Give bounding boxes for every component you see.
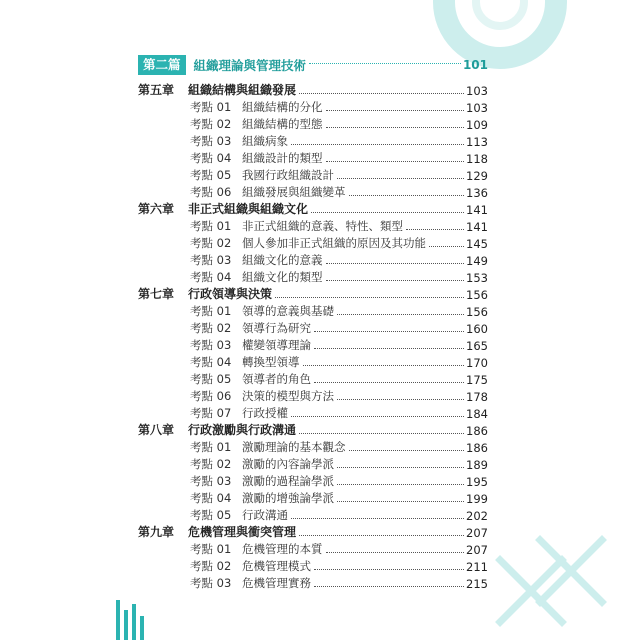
point-title: 轉換型領導 [242, 355, 300, 369]
point-page-number: 195 [466, 475, 488, 489]
leader-dots [314, 586, 464, 587]
leader-dots [299, 535, 464, 536]
leader-dots [337, 501, 464, 502]
point-entry[interactable] [138, 234, 488, 251]
point-title: 領導行為研究 [242, 321, 311, 335]
point-entry[interactable] [138, 98, 488, 115]
point-page-number: 189 [466, 458, 488, 472]
leader-dots [326, 280, 465, 281]
toc-entries [138, 81, 488, 591]
point-title: 激勵的過程論學派 [242, 474, 334, 488]
point-number: 考點 02 [190, 236, 232, 250]
point-number: 考點 06 [190, 389, 232, 403]
point-page-number: 118 [466, 152, 488, 166]
point-number: 考點 01 [190, 542, 232, 556]
point-title: 激勵的增強論學派 [242, 491, 334, 505]
point-entry[interactable] [138, 472, 488, 489]
point-title: 激勵的內容論學派 [242, 457, 334, 471]
point-title: 領導者的角色 [242, 372, 311, 386]
point-title: 組織結構的型態 [242, 117, 323, 131]
point-number: 考點 02 [190, 559, 232, 573]
point-entry[interactable] [138, 336, 488, 353]
chapter-page-number: 103 [466, 84, 488, 98]
point-number: 考點 03 [190, 338, 232, 352]
point-page-number: 165 [466, 339, 488, 353]
ring-decoration-inner [476, 0, 524, 26]
point-page-number: 113 [466, 135, 488, 149]
point-title: 組織設計的類型 [242, 151, 323, 165]
point-entry[interactable] [138, 319, 488, 336]
part-page-number: 101 [462, 58, 488, 72]
point-page-number: 141 [466, 220, 488, 234]
point-title: 激勵理論的基本觀念 [242, 440, 346, 454]
point-number: 考點 01 [190, 440, 232, 454]
point-number: 考點 01 [190, 100, 232, 114]
ring-decoration [444, 0, 556, 58]
leader-dots [314, 331, 464, 332]
point-page-number: 103 [466, 101, 488, 115]
leader-dots [291, 518, 464, 519]
point-entry[interactable] [138, 115, 488, 132]
point-title: 組織文化的意義 [242, 253, 323, 267]
point-page-number: 215 [466, 577, 488, 591]
point-page-number: 160 [466, 322, 488, 336]
table-of-contents [138, 55, 488, 591]
leader-dots [314, 382, 464, 383]
point-number: 考點 04 [190, 355, 232, 369]
leader-dots [314, 348, 464, 349]
point-entry[interactable] [138, 132, 488, 149]
point-number: 考點 02 [190, 457, 232, 471]
point-number: 考點 05 [190, 508, 232, 522]
point-entry[interactable] [138, 166, 488, 183]
point-entry[interactable] [138, 268, 488, 285]
point-number: 考點 02 [190, 321, 232, 335]
chapter-title: 行政激勵與行政溝通 [188, 423, 297, 437]
leader-dots [299, 433, 464, 434]
chapter-entry[interactable] [138, 523, 488, 540]
point-number: 考點 07 [190, 406, 232, 420]
leader-dots [326, 127, 465, 128]
point-number: 考點 01 [190, 219, 232, 233]
point-page-number: 202 [466, 509, 488, 523]
chapter-entry[interactable] [138, 200, 488, 217]
chapter-number: 第六章 [138, 202, 175, 216]
chapter-title: 非正式組織與組織文化 [188, 202, 309, 216]
point-entry[interactable] [138, 251, 488, 268]
point-title: 行政溝通 [242, 508, 288, 522]
point-number: 考點 04 [190, 491, 232, 505]
point-number: 考點 06 [190, 185, 232, 199]
point-title: 危機管理模式 [242, 559, 311, 573]
leader-dots [326, 263, 465, 264]
leader-dots [299, 93, 464, 94]
point-entry[interactable] [138, 574, 488, 591]
leader-dots [337, 467, 464, 468]
point-number: 考點 03 [190, 576, 232, 590]
chapter-number: 第五章 [138, 83, 175, 97]
point-entry[interactable] [138, 540, 488, 557]
point-entry[interactable] [138, 149, 488, 166]
bar-decoration [116, 600, 144, 640]
point-number: 考點 04 [190, 270, 232, 284]
point-title: 組織結構的分化 [242, 100, 323, 114]
point-page-number: 184 [466, 407, 488, 421]
point-entry[interactable] [138, 387, 488, 404]
chapter-number: 第八章 [138, 423, 175, 437]
point-number: 考點 03 [190, 474, 232, 488]
point-page-number: 145 [466, 237, 488, 251]
point-page-number: 153 [466, 271, 488, 285]
point-entry[interactable] [138, 217, 488, 234]
chapter-title: 組織結構與組織發展 [188, 83, 297, 97]
chapter-page-number: 207 [466, 526, 488, 540]
point-title: 我國行政組織設計 [242, 168, 334, 182]
part-heading[interactable] [138, 55, 488, 75]
chapter-entry[interactable] [138, 421, 488, 438]
chapter-number: 第七章 [138, 287, 175, 301]
point-number: 考點 05 [190, 168, 232, 182]
point-title: 個人參加非正式組織的原因及其功能 [242, 236, 426, 250]
leader-dots [337, 314, 464, 315]
leader-dots [291, 144, 464, 145]
point-page-number: 211 [466, 560, 488, 574]
point-page-number: 178 [466, 390, 488, 404]
point-title: 組織病象 [242, 134, 288, 148]
leader-dots [309, 63, 461, 64]
point-page-number: 186 [466, 441, 488, 455]
point-page-number: 207 [466, 543, 488, 557]
point-entry[interactable] [138, 404, 488, 421]
point-entry[interactable] [138, 506, 488, 523]
point-page-number: 129 [466, 169, 488, 183]
leader-dots [429, 246, 464, 247]
point-page-number: 199 [466, 492, 488, 506]
point-page-number: 149 [466, 254, 488, 268]
leader-dots [349, 450, 465, 451]
chapter-entry[interactable] [138, 81, 488, 98]
point-title: 組織發展與組織變革 [242, 185, 346, 199]
leader-dots [326, 110, 465, 111]
leader-dots [406, 229, 464, 230]
chapter-title: 危機管理與衝突管理 [188, 525, 297, 539]
point-entry[interactable] [138, 302, 488, 319]
leader-dots [311, 212, 464, 213]
leader-dots [337, 178, 464, 179]
leader-dots [337, 399, 464, 400]
point-number: 考點 04 [190, 151, 232, 165]
leader-dots [349, 195, 465, 196]
point-title: 決策的模型與方法 [242, 389, 334, 403]
chapter-page-number: 156 [466, 288, 488, 302]
point-entry[interactable] [138, 438, 488, 455]
point-title: 權變領導理論 [242, 338, 311, 352]
point-title: 危機管理的本質 [242, 542, 323, 556]
leader-dots [291, 416, 464, 417]
leader-dots [337, 484, 464, 485]
leader-dots [326, 552, 465, 553]
point-entry[interactable] [138, 353, 488, 370]
point-title: 危機管理實務 [242, 576, 311, 590]
point-number: 考點 02 [190, 117, 232, 131]
leader-dots [303, 365, 465, 366]
part-title: 組織理論與管理技術 [193, 58, 307, 73]
point-entry[interactable] [138, 557, 488, 574]
leader-dots [326, 161, 465, 162]
point-number: 考點 03 [190, 134, 232, 148]
leader-dots [275, 297, 464, 298]
chapter-title: 行政領導與決策 [188, 287, 273, 301]
chapter-page-number: 141 [466, 203, 488, 217]
point-title: 組織文化的類型 [242, 270, 323, 284]
point-page-number: 170 [466, 356, 488, 370]
leader-dots [314, 569, 464, 570]
point-page-number: 109 [466, 118, 488, 132]
point-number: 考點 01 [190, 304, 232, 318]
point-title: 非正式組織的意義、特性、類型 [242, 219, 403, 233]
point-entry[interactable] [138, 370, 488, 387]
chapter-entry[interactable] [138, 285, 488, 302]
part-label: 第二篇 [138, 55, 186, 75]
cross-decoration [500, 540, 602, 622]
point-page-number: 156 [466, 305, 488, 319]
point-page-number: 175 [466, 373, 488, 387]
point-number: 考點 03 [190, 253, 232, 267]
point-page-number: 136 [466, 186, 488, 200]
chapter-page-number: 186 [466, 424, 488, 438]
point-entry[interactable] [138, 455, 488, 472]
point-number: 考點 05 [190, 372, 232, 386]
point-title: 領導的意義與基礎 [242, 304, 334, 318]
chapter-number: 第九章 [138, 525, 175, 539]
point-title: 行政授權 [242, 406, 288, 420]
point-entry[interactable] [138, 489, 488, 506]
point-entry[interactable] [138, 183, 488, 200]
